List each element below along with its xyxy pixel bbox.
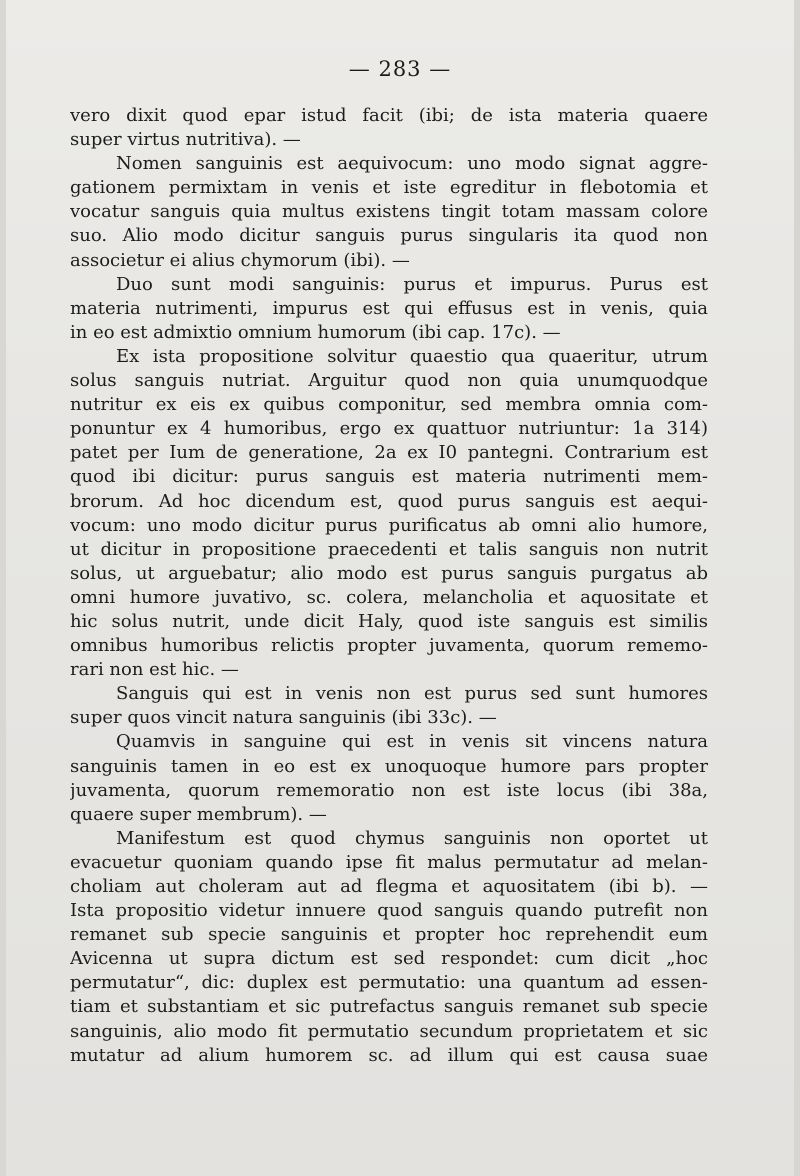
text-line: vero dixit quod epar istud facit (ibi; de ista materia quaere xyxy=(70,105,708,126)
paragraph-start-line: Manifestum est quod chymus sanguinis non oportet ut xyxy=(116,827,708,849)
body-text xyxy=(70,104,708,1068)
text-line: vocum: uno modo dicitur purus purificatus ab omni alio humore, xyxy=(70,514,708,536)
text-line: Ista propositio videtur innuere quod sanguis quando putrefit non xyxy=(70,900,708,922)
paragraph-start-line: Sanguis qui est in venis non est purus sed sunt humores xyxy=(116,683,708,705)
text-line: tiam et substantiam et sic putrefactus sanguis remanet sub specie xyxy=(70,996,708,1018)
page-left-edge xyxy=(0,0,6,1176)
text-line: hic solus nutrit, unde dicit Haly, quod iste sanguis est similis xyxy=(70,610,708,632)
text-line: permutatur“, dic: duplex est permutatio: una quantum ad essen- xyxy=(70,972,708,994)
text-line: in eo est admixtio omnium humorum (ibi cap. 17c). — xyxy=(70,321,561,343)
text-line: patet per Ium de generatione, 2a ex I0 pantegni. Contrarium est xyxy=(70,442,708,464)
text-line: materia nutrimenti, impurus est qui effusus est in venis, quia xyxy=(70,297,708,319)
text-line: ponuntur ex 4 humoribus, ergo ex quattuor nutriuntur: 1a 314) xyxy=(70,418,708,440)
text-line: choliam aut choleram aut ad flegma et aquositatem (ibi b). — xyxy=(70,876,708,897)
paragraph-start-line: Nomen sanguinis est aequivocum: uno modo signat aggre- xyxy=(116,153,708,175)
text-line: solus, ut arguebatur; alio modo est purus sanguis purgatus ab xyxy=(70,562,708,584)
page-right-edge xyxy=(794,0,800,1176)
text-line: evacuetur quoniam quando ipse fit malus permutatur ad melan- xyxy=(70,851,708,873)
text-line: juvamenta, quorum rememoratio non est iste locus (ibi 38a, xyxy=(70,779,708,801)
text-line: super quos vincit natura sanguinis (ibi 33c). — xyxy=(70,707,497,729)
text-line: omnibus humoribus relictis propter juvamenta, quorum rememo- xyxy=(70,635,708,657)
text-line: quaere super membrum). — xyxy=(70,803,327,825)
text-line: omni humore juvativo, sc. colera, melancholia et aquositate et xyxy=(70,586,708,608)
text-line: ut dicitur in propositione praecedenti et talis sanguis non nutrit xyxy=(70,538,708,560)
paragraph-start-line: Quamvis in sanguine qui est in venis sit vincens natura xyxy=(116,731,708,753)
text-line: sanguinis tamen in eo est ex unoquoque humore pars propter xyxy=(70,755,708,777)
text-line: solus sanguis nutriat. Arguitur quod non quia unumquodque xyxy=(70,370,708,392)
text-line: gationem permixtam in venis et iste egreditur in flebotomia et xyxy=(70,177,708,199)
text-line: mutatur ad alium humorem sc. ad illum qui est causa suae xyxy=(70,1044,708,1066)
text-line: quod ibi dicitur: purus sanguis est materia nutrimenti mem- xyxy=(70,466,708,488)
text-line: nutritur ex eis ex quibus componitur, sed membra omnia com- xyxy=(70,394,708,416)
text-line: associetur ei alius chymorum (ibi). — xyxy=(70,249,410,271)
text-line: sanguinis, alio modo fit permutatio secundum proprietatem et sic xyxy=(70,1020,708,1042)
page-number: — 283 — xyxy=(348,57,452,81)
text-line: suo. Alio modo dicitur sanguis purus singularis ita quod non xyxy=(70,225,708,247)
text-line: super virtus nutritiva). — xyxy=(70,129,301,151)
text-line: rari non est hic. — xyxy=(70,659,239,681)
text-line: vocatur sanguis quia multus existens tingit totam massam colore xyxy=(70,201,708,223)
text-line: brorum. Ad hoc dicendum est, quod purus sanguis est aequi- xyxy=(70,490,708,512)
paragraph-start-line: Duo sunt modi sanguinis: purus et impurus. Purus est xyxy=(116,273,708,295)
text-line: remanet sub specie sanguinis et propter hoc reprehendit eum xyxy=(70,924,708,946)
paragraph-start-line: Ex ista propositione solvitur quaestio qua quaeritur, utrum xyxy=(116,345,708,367)
text-line: Avicenna ut supra dictum est sed respondet: cum dicit „hoc xyxy=(70,948,708,970)
